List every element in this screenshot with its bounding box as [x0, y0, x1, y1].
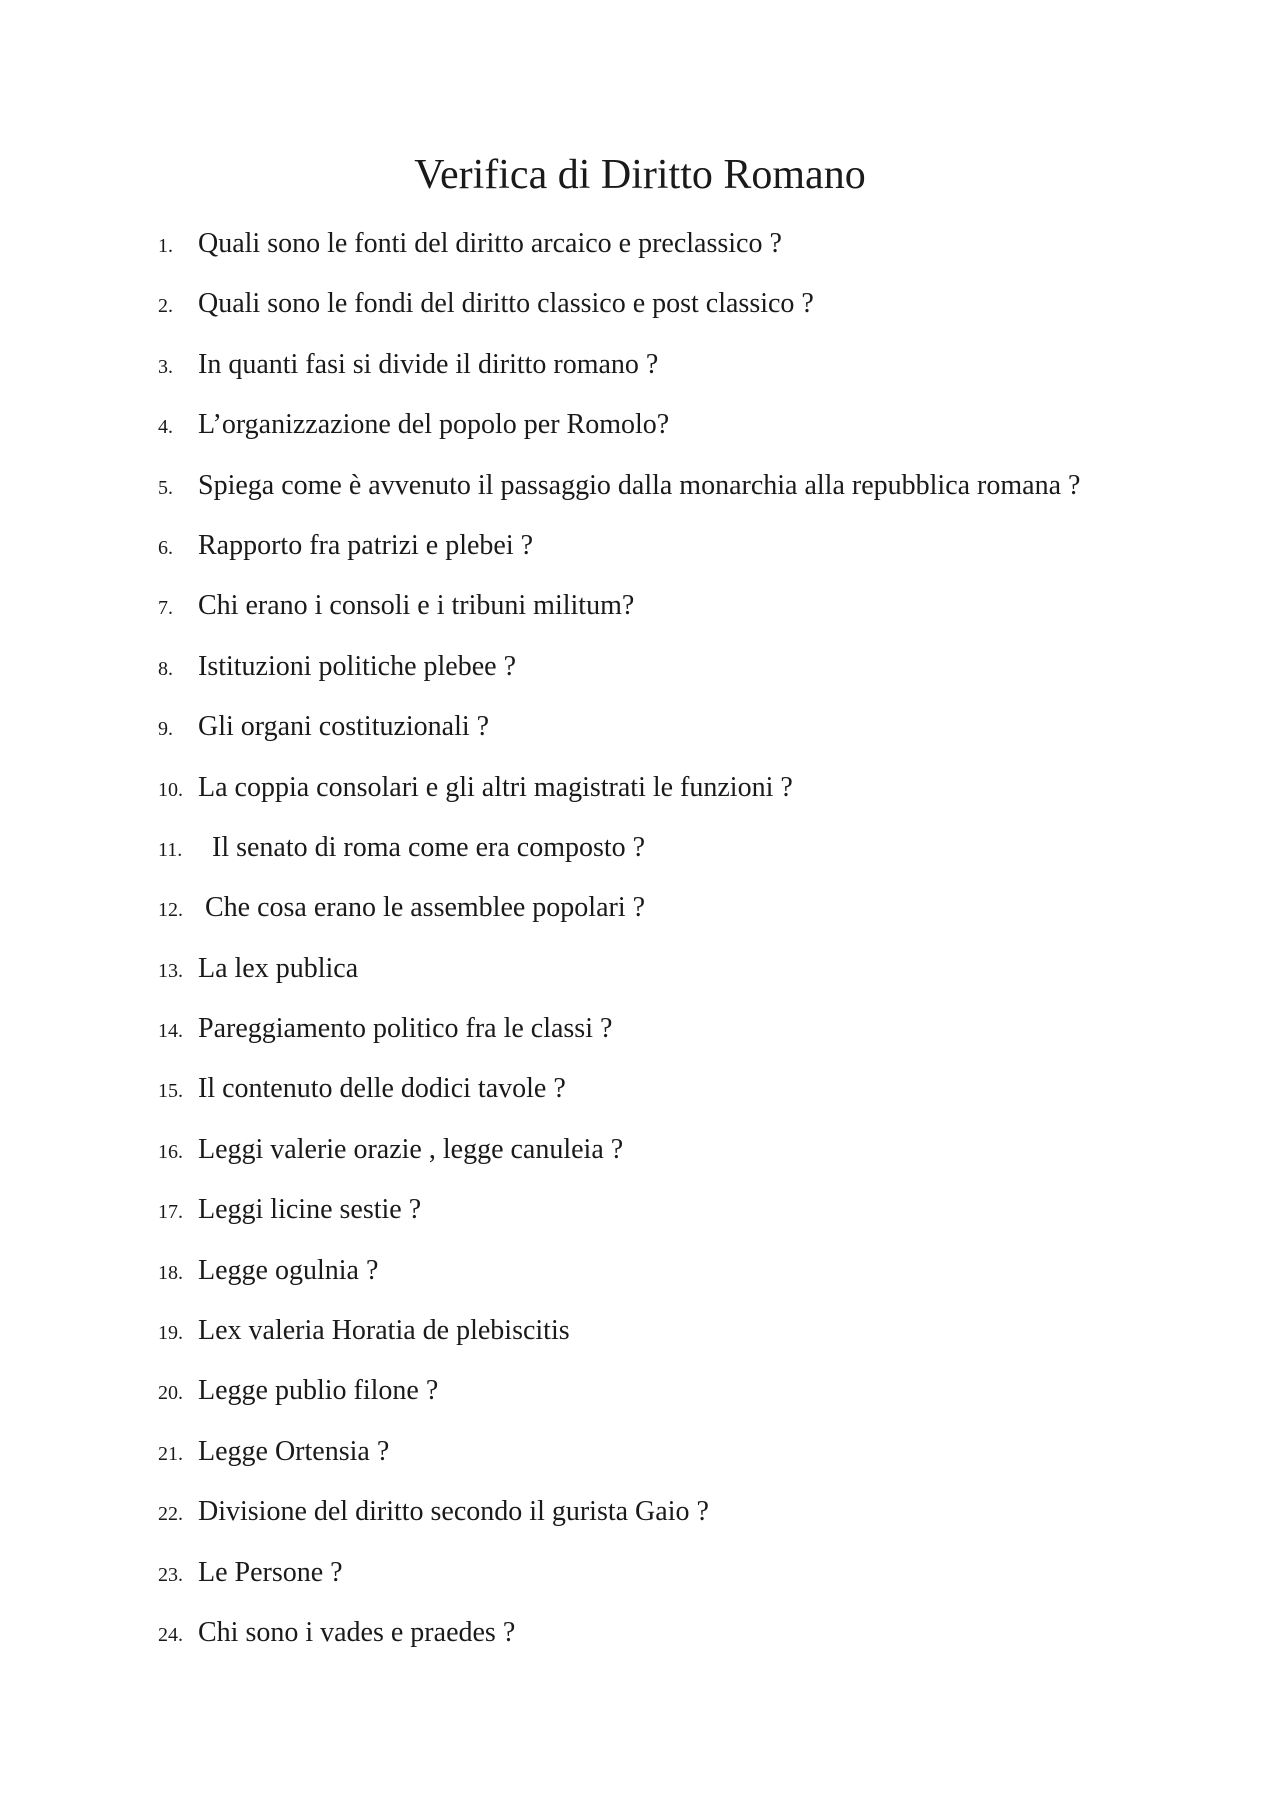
- question-number: 12.: [158, 899, 183, 922]
- question-item-12: [158, 890, 1218, 950]
- question-text: Legge ogulnia ?: [198, 1254, 379, 1286]
- question-item-23: [158, 1555, 1218, 1615]
- question-item-6: [158, 528, 1218, 588]
- question-text: Leggi valerie orazie , legge canuleia ?: [198, 1133, 624, 1165]
- question-item-16: [158, 1132, 1218, 1192]
- question-text: Istituzioni politiche plebee ?: [198, 650, 517, 682]
- question-text: Che cosa erano le assemblee popolari ?: [198, 892, 646, 924]
- question-number: 4.: [158, 416, 173, 439]
- question-item-17: [158, 1192, 1218, 1252]
- question-item-11: [158, 830, 1218, 890]
- question-text: Leggi licine sestie ?: [198, 1194, 422, 1226]
- question-number: 20.: [158, 1382, 183, 1405]
- question-text: Legge Ortensia ?: [198, 1435, 390, 1467]
- question-text: Chi erano i consoli e i tribuni militum?: [198, 590, 635, 622]
- question-number: 18.: [158, 1261, 183, 1284]
- question-item-9: [158, 709, 1218, 769]
- question-item-19: [158, 1313, 1218, 1373]
- question-number: 2.: [158, 295, 173, 318]
- question-text: Legge publio filone ?: [198, 1375, 439, 1407]
- question-item-3: [158, 347, 1218, 407]
- question-number: 16.: [158, 1140, 183, 1163]
- question-text: Quali sono le fonti del diritto arcaico e preclassico ?: [198, 228, 782, 259]
- question-number: 15.: [158, 1080, 183, 1103]
- question-text: Le Persone ?: [198, 1556, 343, 1588]
- question-text: Pareggiamento politico fra le classi ?: [198, 1013, 613, 1045]
- question-item-8: [158, 649, 1218, 709]
- question-number: 21.: [158, 1442, 183, 1465]
- question-number: 9.: [158, 718, 173, 741]
- question-text: Quali sono le fondi del diritto classico e post classico ?: [198, 288, 814, 320]
- question-item-2: [158, 286, 1218, 346]
- question-number: 10.: [158, 778, 183, 801]
- question-text: La coppia consolari e gli altri magistrati le funzioni ?: [198, 771, 793, 803]
- question-text: Il contenuto delle dodici tavole ?: [198, 1073, 566, 1105]
- question-text: Il senato di roma come era composto ?: [198, 831, 646, 863]
- question-text: L’organizzazione del popolo per Romolo?: [198, 409, 670, 441]
- question-number: 5.: [158, 476, 173, 499]
- question-text: Gli organi costituzionali ?: [198, 711, 490, 743]
- question-item-4: [158, 407, 1218, 467]
- question-item-10: [158, 770, 1218, 830]
- question-item-14: [158, 1011, 1218, 1071]
- question-item-13: [158, 951, 1218, 1011]
- question-item-5: [158, 468, 1218, 528]
- question-number: 23.: [158, 1563, 183, 1586]
- question-number: 6.: [158, 536, 173, 559]
- question-list: [158, 226, 1218, 1675]
- question-text: In quanti fasi si divide il diritto romano ?: [198, 348, 659, 380]
- question-text: Chi sono i vades e praedes ?: [198, 1616, 516, 1648]
- question-item-18: [158, 1253, 1218, 1313]
- question-number: 7.: [158, 597, 173, 620]
- question-item-22: [158, 1494, 1218, 1554]
- question-text: Lex valeria Horatia de plebiscitis: [198, 1315, 570, 1347]
- page-title: Verifica di Diritto Romano: [414, 152, 866, 198]
- question-number: 11.: [158, 838, 183, 861]
- question-number: 3.: [158, 355, 173, 378]
- question-number: 22.: [158, 1503, 183, 1526]
- question-number: 14.: [158, 1020, 183, 1043]
- question-text: Divisione del diritto secondo il gurista Gaio ?: [198, 1496, 709, 1528]
- question-number: 19.: [158, 1322, 183, 1345]
- question-item-21: [158, 1434, 1218, 1494]
- question-number: 13.: [158, 959, 183, 982]
- question-text: La lex publica: [198, 952, 359, 984]
- question-number: 17.: [158, 1201, 183, 1224]
- question-item-7: [158, 588, 1218, 648]
- question-item-1: [158, 226, 1218, 286]
- question-item-15: [158, 1071, 1218, 1131]
- question-item-20: [158, 1373, 1218, 1433]
- question-text: Spiega come è avvenuto il passaggio dalla monarchia alla repubblica romana ?: [198, 469, 1081, 501]
- question-number: 24.: [158, 1623, 183, 1646]
- question-number: 8.: [158, 657, 173, 680]
- question-text: Rapporto fra patrizi e plebei ?: [198, 529, 534, 561]
- question-number: 1.: [158, 235, 173, 257]
- question-item-24: [158, 1615, 1218, 1675]
